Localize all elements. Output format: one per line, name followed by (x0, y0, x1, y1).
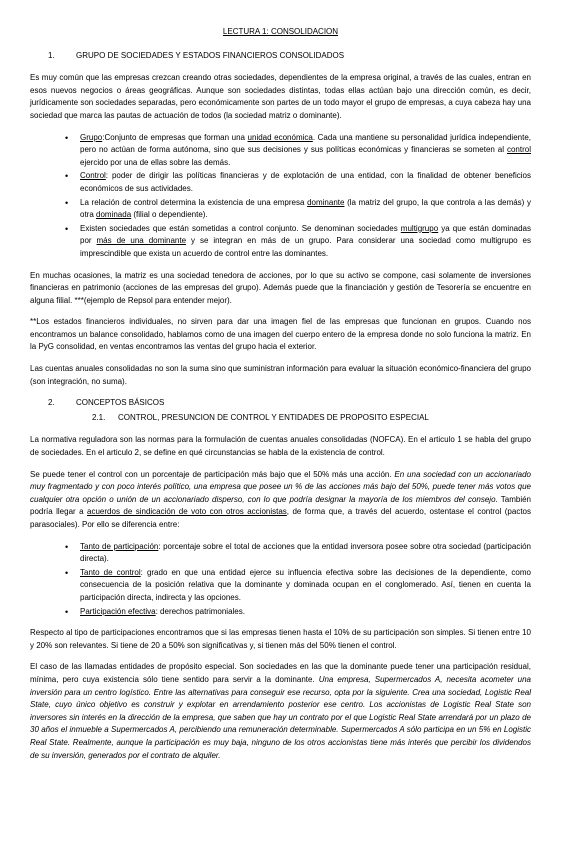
term: unidad económica (247, 132, 313, 142)
text: : derechos patrimoniales. (155, 606, 245, 616)
term: más de una dominante (96, 236, 187, 246)
text: (la matriz del grupo, la que controla a las demás) y otra (80, 197, 531, 220)
text: Existen sociedades que están sometidas a control conjunto. Se denominan sociedades (80, 223, 401, 233)
paragraph-cuentas: Las cuentas anuales consolidadas no son la suma sino que suministran información para evaluar la situación económico-financiera del grupo (son integración, no suma). (30, 364, 531, 386)
list-item-control (78, 170, 531, 195)
text: , de forma que, a través del acuerdo, ostentase el control (pactos parasociales). Por ello se diferencia entre: (30, 507, 531, 529)
term: Participación efectiva (80, 606, 156, 616)
term: control (506, 145, 531, 155)
list-item-tanto-control (78, 567, 531, 605)
document-title: LECTURA 1: CONSOLIDACION (222, 27, 339, 36)
list-item-multigrupo (78, 223, 531, 261)
italic-example: En una sociedad con un accionariado muy fragmentado y con poco interés político, una empresa que posee un % de las acciones más bajo del 50%, puede tener más votos que cualquier otra opción o unión de un accionariado disperso, con lo que podría designar la mayoría de los miembros del consejo (30, 469, 531, 504)
text: :Conjunto de empresas que forman una (102, 132, 248, 142)
text: . Cada una mantiene su personalidad jurídica independiente, pero no actúan de forma autónoma, sino que sus decisiones y sus políticas económicas y financieras se someten al (80, 132, 532, 155)
subsection-number: 2.1. (92, 412, 106, 422)
term: Tanto de participación (80, 541, 159, 551)
text: . También podría llegar a (30, 494, 531, 517)
term: Grupo (80, 132, 103, 142)
text: : grado en que una entidad ejerce su influencia efectiva sobre las decisiones de la dependiente, como consecuencia de la posición relativa que la dominante y dominada ocupan en el conglomerado. Así, tienen en cuenta la participación directa, indirecta y las opciones. (80, 567, 531, 602)
term: dominante (307, 197, 345, 207)
section-1-heading (30, 50, 531, 63)
list-item-tanto-participacion (78, 541, 531, 566)
paragraph-estados: **Los estados financieros individuales, no sirven para dar una imagen fiel de las empresas que funcionan en grupos. Cuando nos encontramos un balance consolidado, hablamos como de una imagen del cuerpo entero de la empresa donde no solo funciona la matriz. En la PyG consolidad, en ventas encontramos las ventas del grupo hacia el exterior. (30, 317, 531, 352)
text: El caso de las llamadas entidades de propósito especial. Son sociedades en las que la dominante puede tener una participación residual, mínima, pero cuya existencia sólo tiene sentido para servir a la dominante. (30, 662, 531, 684)
term: multigrupo (400, 223, 439, 233)
definitions-list (30, 132, 531, 261)
paragraph-intro: Es muy común que las empresas crezcan creando otras sociedades, dependientes de la empresa original, a través de las cuales, entran en esos nuevos negocios o áreas geográficas. Aunque son sociedades distintas, todas ellas actúan bajo una dirección común, es decir, jurídicamente son sociedades separadas, pero económicamente son partes de un todo mayor el grupo de empresas, a cuya cabeza hay una sociedad que marca las pautas de actuación de todos (la sociedad matriz o dominante). (30, 73, 531, 120)
list-item-grupo (78, 132, 531, 170)
section-title: GRUPO DE SOCIEDADES Y ESTADOS FINANCIEROS CONSOLIDADOS (76, 50, 345, 60)
paragraph-porcentaje (30, 469, 531, 532)
paragraph-normativa: La normativa reguladora son las normas para la formulación de cuentas anuales consolidadas (NOFCA). En el articulo 1 se habla del grupo de sociedades. En el articulo 2, se define en qué circunstancias se habla de la existencia de control. (30, 435, 531, 458)
italic-example: Una empresa, Supermercados A, necesita acometer una inversión para un centro logístico. Entre las alternativas para conseguir ese recurso, opta por la siguiente. Crea una sociedad, Logistic Real State, cuyo único objetivo es construir y explotar en arrendamiento posterior ese centro. Los accionistas de Logistic Real State son inversores sin interés en la dirección de la empresa, que saben que hay un contrato por el que Logistic Real State arrendará por un plazo de 30 años el inmueble a Supermercados A, percibiendo una remuneración determinable. Supermercados A sólo participa en un 5% en Logistic Real State. Realmente, aunque la participación es muy baja, ninguno de los otros accionistas tiene más interés que percibir los dividendos de su inversión, generados por el contrato de alquiler. (30, 674, 531, 760)
text: ya que están dominadas por (80, 223, 531, 246)
text: (filial o dependiente). (131, 210, 208, 220)
section-title: CONCEPTOS BÁSICOS (76, 398, 165, 408)
text: : poder de dirigir las políticas financieras y de explotación de una entidad, con la finalidad de obtener beneficios económicos de sus actividades. (80, 171, 531, 193)
term: dominada (96, 210, 132, 220)
section-number: 2. (48, 398, 55, 408)
text: Se puede tener el control con un porcentaje de participación más bajo que el 50% más una acción. (30, 469, 395, 479)
paragraph-tipos: Respecto al tipo de participaciones encontramos que si las empresas tienen hasta el 10% de su participación son simples. Si tienen entre 10 y 20% son relevantes. Si tiene de 20 a 50% son significativas y, si tienen más del 50% tienen el control. (30, 628, 531, 650)
paragraph-matriz: En muchas ocasiones, la matriz es una sociedad tenedora de acciones, por lo que su activo se compone, casi solamente de inversiones financieras en patrimonio (acciones de las empresas del grupo). Además puede que la financiación y gestión de Tesorería se encuentre en alguna filial. ***(ejemplo de Repsol para entender mejor). (30, 270, 531, 305)
list-item-dominante (78, 197, 531, 222)
subsection-2-1-heading (30, 412, 531, 425)
text: ejercido por una de ellas sobre las demás. (80, 157, 231, 167)
text: : porcentaje sobre el total de acciones que la entidad inversora posee sobre otra sociedad (participación directa). (80, 541, 532, 564)
section-2-heading (30, 397, 531, 410)
text: y se integran en más de un grupo. Para considerar una sociedad como multigrupo es imprescindible que exista un acuerdo de control entre las dominantes. (80, 236, 531, 258)
section-number: 1. (48, 50, 55, 60)
term: Tanto de control (80, 567, 141, 577)
paragraph-proposito-especial (30, 661, 531, 762)
participation-list (30, 541, 531, 619)
term: Control (80, 171, 106, 181)
text: La relación de control determina la existencia de una empresa (80, 197, 308, 207)
term: acuerdos de sindicación de voto con otros accionistas (87, 507, 287, 517)
list-item-participacion-efectiva (78, 606, 531, 619)
subsection-title: CONTROL, PRESUNCION DE CONTROL Y ENTIDADES DE PROPOSITO ESPECIAL (118, 412, 429, 422)
